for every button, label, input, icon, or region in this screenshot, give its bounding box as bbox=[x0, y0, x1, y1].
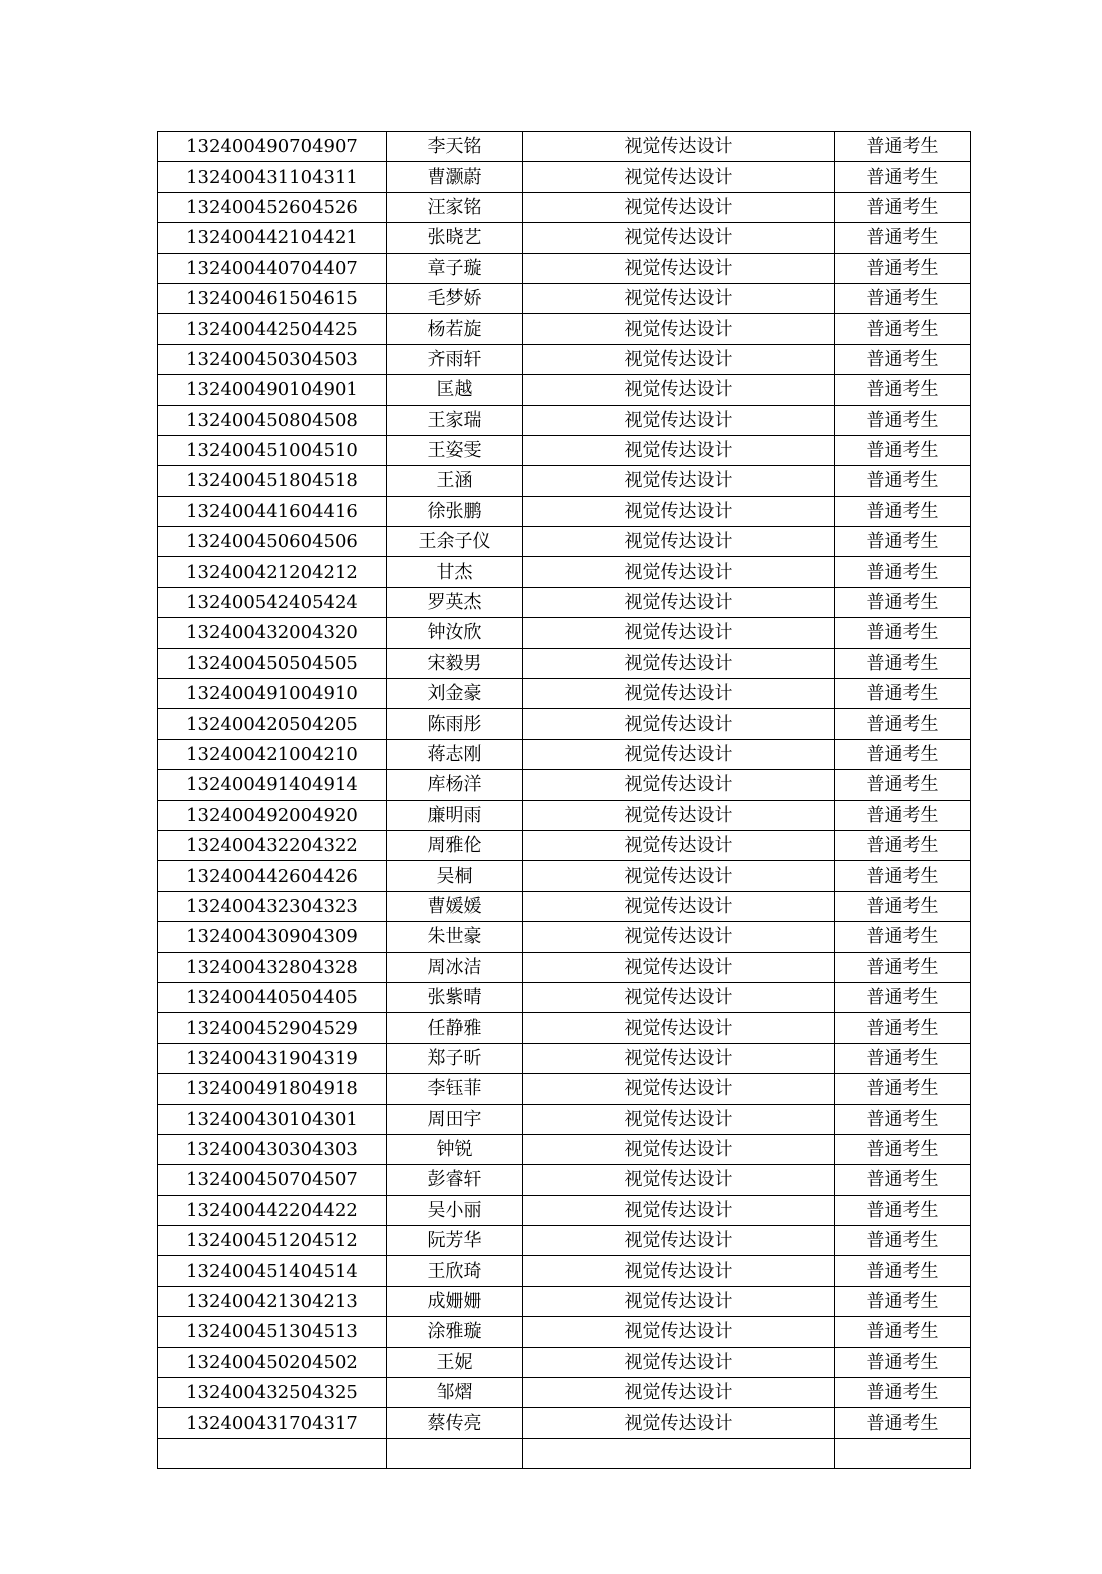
student-name-cell: 罗英杰 bbox=[387, 587, 523, 617]
exam-id-cell: 132400421204212 bbox=[158, 557, 387, 587]
exam-id-cell: 132400420504205 bbox=[158, 709, 387, 739]
major-cell: 视觉传达设计 bbox=[523, 253, 835, 283]
exam-id-cell: 132400432204322 bbox=[158, 830, 387, 860]
table-row bbox=[158, 709, 971, 739]
student-name-cell: 廉明雨 bbox=[387, 800, 523, 830]
table-row bbox=[158, 1104, 971, 1134]
major-cell: 视觉传达设计 bbox=[523, 1226, 835, 1256]
exam-id-cell: 132400450504505 bbox=[158, 648, 387, 678]
table-row bbox=[158, 192, 971, 222]
candidate-type-cell: 普通考生 bbox=[835, 223, 971, 253]
candidate-type-cell: 普通考生 bbox=[835, 1195, 971, 1225]
table-row bbox=[158, 435, 971, 465]
exam-id-cell: 132400451304513 bbox=[158, 1317, 387, 1347]
table-row bbox=[158, 1134, 971, 1164]
exam-id-cell: 132400492004920 bbox=[158, 800, 387, 830]
exam-id-cell: 132400432304323 bbox=[158, 891, 387, 921]
candidate-type-cell: 普通考生 bbox=[835, 435, 971, 465]
major-cell: 视觉传达设计 bbox=[523, 618, 835, 648]
roster-table-body bbox=[158, 132, 971, 1469]
table-row bbox=[158, 1347, 971, 1377]
major-cell: 视觉传达设计 bbox=[523, 223, 835, 253]
table-row bbox=[158, 1317, 971, 1347]
candidate-type-cell: 普通考生 bbox=[835, 405, 971, 435]
major-cell: 视觉传达设计 bbox=[523, 1104, 835, 1134]
candidate-type-cell: 普通考生 bbox=[835, 314, 971, 344]
student-name-cell: 涂雅璇 bbox=[387, 1317, 523, 1347]
major-cell: 视觉传达设计 bbox=[523, 132, 835, 162]
student-name-cell: 毛梦娇 bbox=[387, 283, 523, 313]
table-row bbox=[158, 1013, 971, 1043]
exam-id-cell: 132400450204502 bbox=[158, 1347, 387, 1377]
candidate-type-cell: 普通考生 bbox=[835, 1286, 971, 1316]
student-name-cell: 刘金豪 bbox=[387, 679, 523, 709]
major-cell: 视觉传达设计 bbox=[523, 1013, 835, 1043]
major-cell: 视觉传达设计 bbox=[523, 1134, 835, 1164]
exam-id-cell: 132400432804328 bbox=[158, 952, 387, 982]
exam-id-cell: 132400430104301 bbox=[158, 1104, 387, 1134]
major-cell: 视觉传达设计 bbox=[523, 830, 835, 860]
student-name-cell: 齐雨轩 bbox=[387, 344, 523, 374]
exam-id-cell: 132400461504615 bbox=[158, 283, 387, 313]
major-cell: 视觉传达设计 bbox=[523, 1195, 835, 1225]
candidate-type-cell: 普通考生 bbox=[835, 466, 971, 496]
student-name-cell: 任静雅 bbox=[387, 1013, 523, 1043]
table-row bbox=[158, 1378, 971, 1408]
exam-id-cell bbox=[158, 1438, 387, 1468]
candidate-type-cell bbox=[835, 1438, 971, 1468]
exam-id-cell: 132400432504325 bbox=[158, 1378, 387, 1408]
major-cell: 视觉传达设计 bbox=[523, 192, 835, 222]
major-cell: 视觉传达设计 bbox=[523, 587, 835, 617]
student-name-cell: 彭睿轩 bbox=[387, 1165, 523, 1195]
table-row bbox=[158, 557, 971, 587]
student-name-cell: 蔡传亮 bbox=[387, 1408, 523, 1438]
major-cell: 视觉传达设计 bbox=[523, 679, 835, 709]
table-row bbox=[158, 375, 971, 405]
major-cell: 视觉传达设计 bbox=[523, 527, 835, 557]
candidate-type-cell: 普通考生 bbox=[835, 1226, 971, 1256]
major-cell: 视觉传达设计 bbox=[523, 1165, 835, 1195]
exam-id-cell: 132400421304213 bbox=[158, 1286, 387, 1316]
exam-id-cell: 132400491404914 bbox=[158, 770, 387, 800]
student-name-cell: 李天铭 bbox=[387, 132, 523, 162]
student-name-cell: 徐张鹏 bbox=[387, 496, 523, 526]
table-row bbox=[158, 618, 971, 648]
candidate-type-cell: 普通考生 bbox=[835, 952, 971, 982]
candidate-type-cell: 普通考生 bbox=[835, 618, 971, 648]
table-row bbox=[158, 283, 971, 313]
table-row bbox=[158, 800, 971, 830]
student-name-cell: 吴桐 bbox=[387, 861, 523, 891]
candidate-type-cell: 普通考生 bbox=[835, 283, 971, 313]
candidate-type-cell: 普通考生 bbox=[835, 496, 971, 526]
candidate-type-cell: 普通考生 bbox=[835, 830, 971, 860]
document-page bbox=[157, 131, 971, 1469]
major-cell: 视觉传达设计 bbox=[523, 770, 835, 800]
table-row bbox=[158, 344, 971, 374]
table-row bbox=[158, 770, 971, 800]
table-row bbox=[158, 1074, 971, 1104]
student-name-cell: 钟锐 bbox=[387, 1134, 523, 1164]
table-row bbox=[158, 496, 971, 526]
student-name-cell: 李钰菲 bbox=[387, 1074, 523, 1104]
major-cell: 视觉传达设计 bbox=[523, 496, 835, 526]
table-row bbox=[158, 861, 971, 891]
exam-id-cell: 132400431704317 bbox=[158, 1408, 387, 1438]
major-cell: 视觉传达设计 bbox=[523, 162, 835, 192]
student-name-cell: 成姗姗 bbox=[387, 1286, 523, 1316]
candidate-type-cell: 普通考生 bbox=[835, 557, 971, 587]
table-row bbox=[158, 922, 971, 952]
exam-id-cell: 132400441604416 bbox=[158, 496, 387, 526]
exam-id-cell: 132400450604506 bbox=[158, 527, 387, 557]
major-cell: 视觉传达设计 bbox=[523, 1378, 835, 1408]
student-name-cell: 王妮 bbox=[387, 1347, 523, 1377]
major-cell: 视觉传达设计 bbox=[523, 1347, 835, 1377]
table-row bbox=[158, 830, 971, 860]
exam-id-cell: 132400451204512 bbox=[158, 1226, 387, 1256]
student-name-cell: 朱世豪 bbox=[387, 922, 523, 952]
major-cell: 视觉传达设计 bbox=[523, 375, 835, 405]
table-row bbox=[158, 679, 971, 709]
major-cell: 视觉传达设计 bbox=[523, 952, 835, 982]
table-row bbox=[158, 132, 971, 162]
major-cell: 视觉传达设计 bbox=[523, 1286, 835, 1316]
exam-id-cell: 132400430904309 bbox=[158, 922, 387, 952]
student-name-cell: 邹熠 bbox=[387, 1378, 523, 1408]
candidate-type-cell: 普通考生 bbox=[835, 253, 971, 283]
exam-id-cell: 132400442204422 bbox=[158, 1195, 387, 1225]
exam-id-cell: 132400490104901 bbox=[158, 375, 387, 405]
major-cell: 视觉传达设计 bbox=[523, 466, 835, 496]
student-name-cell: 陈雨彤 bbox=[387, 709, 523, 739]
student-name-cell: 王欣琦 bbox=[387, 1256, 523, 1286]
exam-id-cell: 132400440704407 bbox=[158, 253, 387, 283]
student-name-cell: 周田宇 bbox=[387, 1104, 523, 1134]
major-cell: 视觉传达设计 bbox=[523, 1043, 835, 1073]
candidate-type-cell: 普通考生 bbox=[835, 1347, 971, 1377]
table-row bbox=[158, 314, 971, 344]
exam-id-cell: 132400431104311 bbox=[158, 162, 387, 192]
major-cell: 视觉传达设计 bbox=[523, 800, 835, 830]
table-row bbox=[158, 952, 971, 982]
candidate-type-cell: 普通考生 bbox=[835, 132, 971, 162]
table-row bbox=[158, 1195, 971, 1225]
student-name-cell: 张晓艺 bbox=[387, 223, 523, 253]
table-row bbox=[158, 1256, 971, 1286]
table-row bbox=[158, 1165, 971, 1195]
student-name-cell: 张紫晴 bbox=[387, 982, 523, 1012]
exam-id-cell: 132400491004910 bbox=[158, 679, 387, 709]
table-row bbox=[158, 1043, 971, 1073]
table-row bbox=[158, 162, 971, 192]
student-name-cell: 王涵 bbox=[387, 466, 523, 496]
table-row bbox=[158, 982, 971, 1012]
table-row bbox=[158, 1226, 971, 1256]
exam-id-cell: 132400432004320 bbox=[158, 618, 387, 648]
candidate-type-cell: 普通考生 bbox=[835, 1134, 971, 1164]
table-row bbox=[158, 1408, 971, 1438]
candidate-type-cell: 普通考生 bbox=[835, 1408, 971, 1438]
admission-roster-table bbox=[157, 131, 971, 1469]
candidate-type-cell: 普通考生 bbox=[835, 1317, 971, 1347]
major-cell: 视觉传达设计 bbox=[523, 405, 835, 435]
table-row bbox=[158, 891, 971, 921]
exam-id-cell: 132400421004210 bbox=[158, 739, 387, 769]
major-cell: 视觉传达设计 bbox=[523, 1256, 835, 1286]
exam-id-cell: 132400451404514 bbox=[158, 1256, 387, 1286]
table-row bbox=[158, 253, 971, 283]
student-name-cell: 阮芳华 bbox=[387, 1226, 523, 1256]
student-name-cell: 蒋志刚 bbox=[387, 739, 523, 769]
major-cell: 视觉传达设计 bbox=[523, 314, 835, 344]
table-row bbox=[158, 223, 971, 253]
exam-id-cell: 132400442604426 bbox=[158, 861, 387, 891]
student-name-cell: 甘杰 bbox=[387, 557, 523, 587]
exam-id-cell: 132400490704907 bbox=[158, 132, 387, 162]
table-row bbox=[158, 648, 971, 678]
student-name-cell: 杨若旋 bbox=[387, 314, 523, 344]
major-cell: 视觉传达设计 bbox=[523, 435, 835, 465]
candidate-type-cell: 普通考生 bbox=[835, 679, 971, 709]
candidate-type-cell: 普通考生 bbox=[835, 162, 971, 192]
candidate-type-cell: 普通考生 bbox=[835, 1256, 971, 1286]
candidate-type-cell: 普通考生 bbox=[835, 770, 971, 800]
major-cell: 视觉传达设计 bbox=[523, 739, 835, 769]
major-cell: 视觉传达设计 bbox=[523, 344, 835, 374]
candidate-type-cell: 普通考生 bbox=[835, 587, 971, 617]
candidate-type-cell: 普通考生 bbox=[835, 739, 971, 769]
table-row bbox=[158, 587, 971, 617]
student-name-cell: 周雅伦 bbox=[387, 830, 523, 860]
exam-id-cell: 132400452904529 bbox=[158, 1013, 387, 1043]
major-cell: 视觉传达设计 bbox=[523, 922, 835, 952]
candidate-type-cell: 普通考生 bbox=[835, 891, 971, 921]
exam-id-cell: 132400450704507 bbox=[158, 1165, 387, 1195]
major-cell: 视觉传达设计 bbox=[523, 1074, 835, 1104]
student-name-cell: 汪家铭 bbox=[387, 192, 523, 222]
student-name-cell: 周冰洁 bbox=[387, 952, 523, 982]
exam-id-cell: 132400442104421 bbox=[158, 223, 387, 253]
student-name-cell: 章子璇 bbox=[387, 253, 523, 283]
student-name-cell: 王余子仪 bbox=[387, 527, 523, 557]
candidate-type-cell: 普通考生 bbox=[835, 192, 971, 222]
student-name-cell: 郑子昕 bbox=[387, 1043, 523, 1073]
student-name-cell: 库杨洋 bbox=[387, 770, 523, 800]
student-name-cell: 匡越 bbox=[387, 375, 523, 405]
candidate-type-cell: 普通考生 bbox=[835, 344, 971, 374]
exam-id-cell: 132400450304503 bbox=[158, 344, 387, 374]
candidate-type-cell: 普通考生 bbox=[835, 1074, 971, 1104]
major-cell: 视觉传达设计 bbox=[523, 891, 835, 921]
table-row bbox=[158, 466, 971, 496]
exam-id-cell: 132400491804918 bbox=[158, 1074, 387, 1104]
student-name-cell: 曹灏蔚 bbox=[387, 162, 523, 192]
exam-id-cell: 132400451804518 bbox=[158, 466, 387, 496]
major-cell: 视觉传达设计 bbox=[523, 982, 835, 1012]
exam-id-cell: 132400451004510 bbox=[158, 435, 387, 465]
student-name-cell: 王家瑞 bbox=[387, 405, 523, 435]
candidate-type-cell: 普通考生 bbox=[835, 1104, 971, 1134]
candidate-type-cell: 普通考生 bbox=[835, 1043, 971, 1073]
table-row bbox=[158, 405, 971, 435]
table-row bbox=[158, 739, 971, 769]
exam-id-cell: 132400440504405 bbox=[158, 982, 387, 1012]
exam-id-cell: 132400430304303 bbox=[158, 1134, 387, 1164]
table-row bbox=[158, 1286, 971, 1316]
exam-id-cell: 132400442504425 bbox=[158, 314, 387, 344]
candidate-type-cell: 普通考生 bbox=[835, 1013, 971, 1043]
major-cell: 视觉传达设计 bbox=[523, 557, 835, 587]
exam-id-cell: 132400452604526 bbox=[158, 192, 387, 222]
major-cell: 视觉传达设计 bbox=[523, 709, 835, 739]
major-cell: 视觉传达设计 bbox=[523, 283, 835, 313]
candidate-type-cell: 普通考生 bbox=[835, 1165, 971, 1195]
student-name-cell: 钟汝欣 bbox=[387, 618, 523, 648]
exam-id-cell: 132400431904319 bbox=[158, 1043, 387, 1073]
candidate-type-cell: 普通考生 bbox=[835, 800, 971, 830]
major-cell: 视觉传达设计 bbox=[523, 1408, 835, 1438]
candidate-type-cell: 普通考生 bbox=[835, 1378, 971, 1408]
exam-id-cell: 132400542405424 bbox=[158, 587, 387, 617]
candidate-type-cell: 普通考生 bbox=[835, 982, 971, 1012]
candidate-type-cell: 普通考生 bbox=[835, 709, 971, 739]
student-name-cell: 宋毅男 bbox=[387, 648, 523, 678]
major-cell: 视觉传达设计 bbox=[523, 1317, 835, 1347]
student-name-cell: 吴小丽 bbox=[387, 1195, 523, 1225]
table-row bbox=[158, 527, 971, 557]
table-row bbox=[158, 1438, 971, 1468]
candidate-type-cell: 普通考生 bbox=[835, 648, 971, 678]
student-name-cell: 王姿雯 bbox=[387, 435, 523, 465]
student-name-cell: 曹媛媛 bbox=[387, 891, 523, 921]
exam-id-cell: 132400450804508 bbox=[158, 405, 387, 435]
major-cell: 视觉传达设计 bbox=[523, 861, 835, 891]
major-cell bbox=[523, 1438, 835, 1468]
candidate-type-cell: 普通考生 bbox=[835, 375, 971, 405]
major-cell: 视觉传达设计 bbox=[523, 648, 835, 678]
candidate-type-cell: 普通考生 bbox=[835, 922, 971, 952]
candidate-type-cell: 普通考生 bbox=[835, 527, 971, 557]
student-name-cell bbox=[387, 1438, 523, 1468]
candidate-type-cell: 普通考生 bbox=[835, 861, 971, 891]
